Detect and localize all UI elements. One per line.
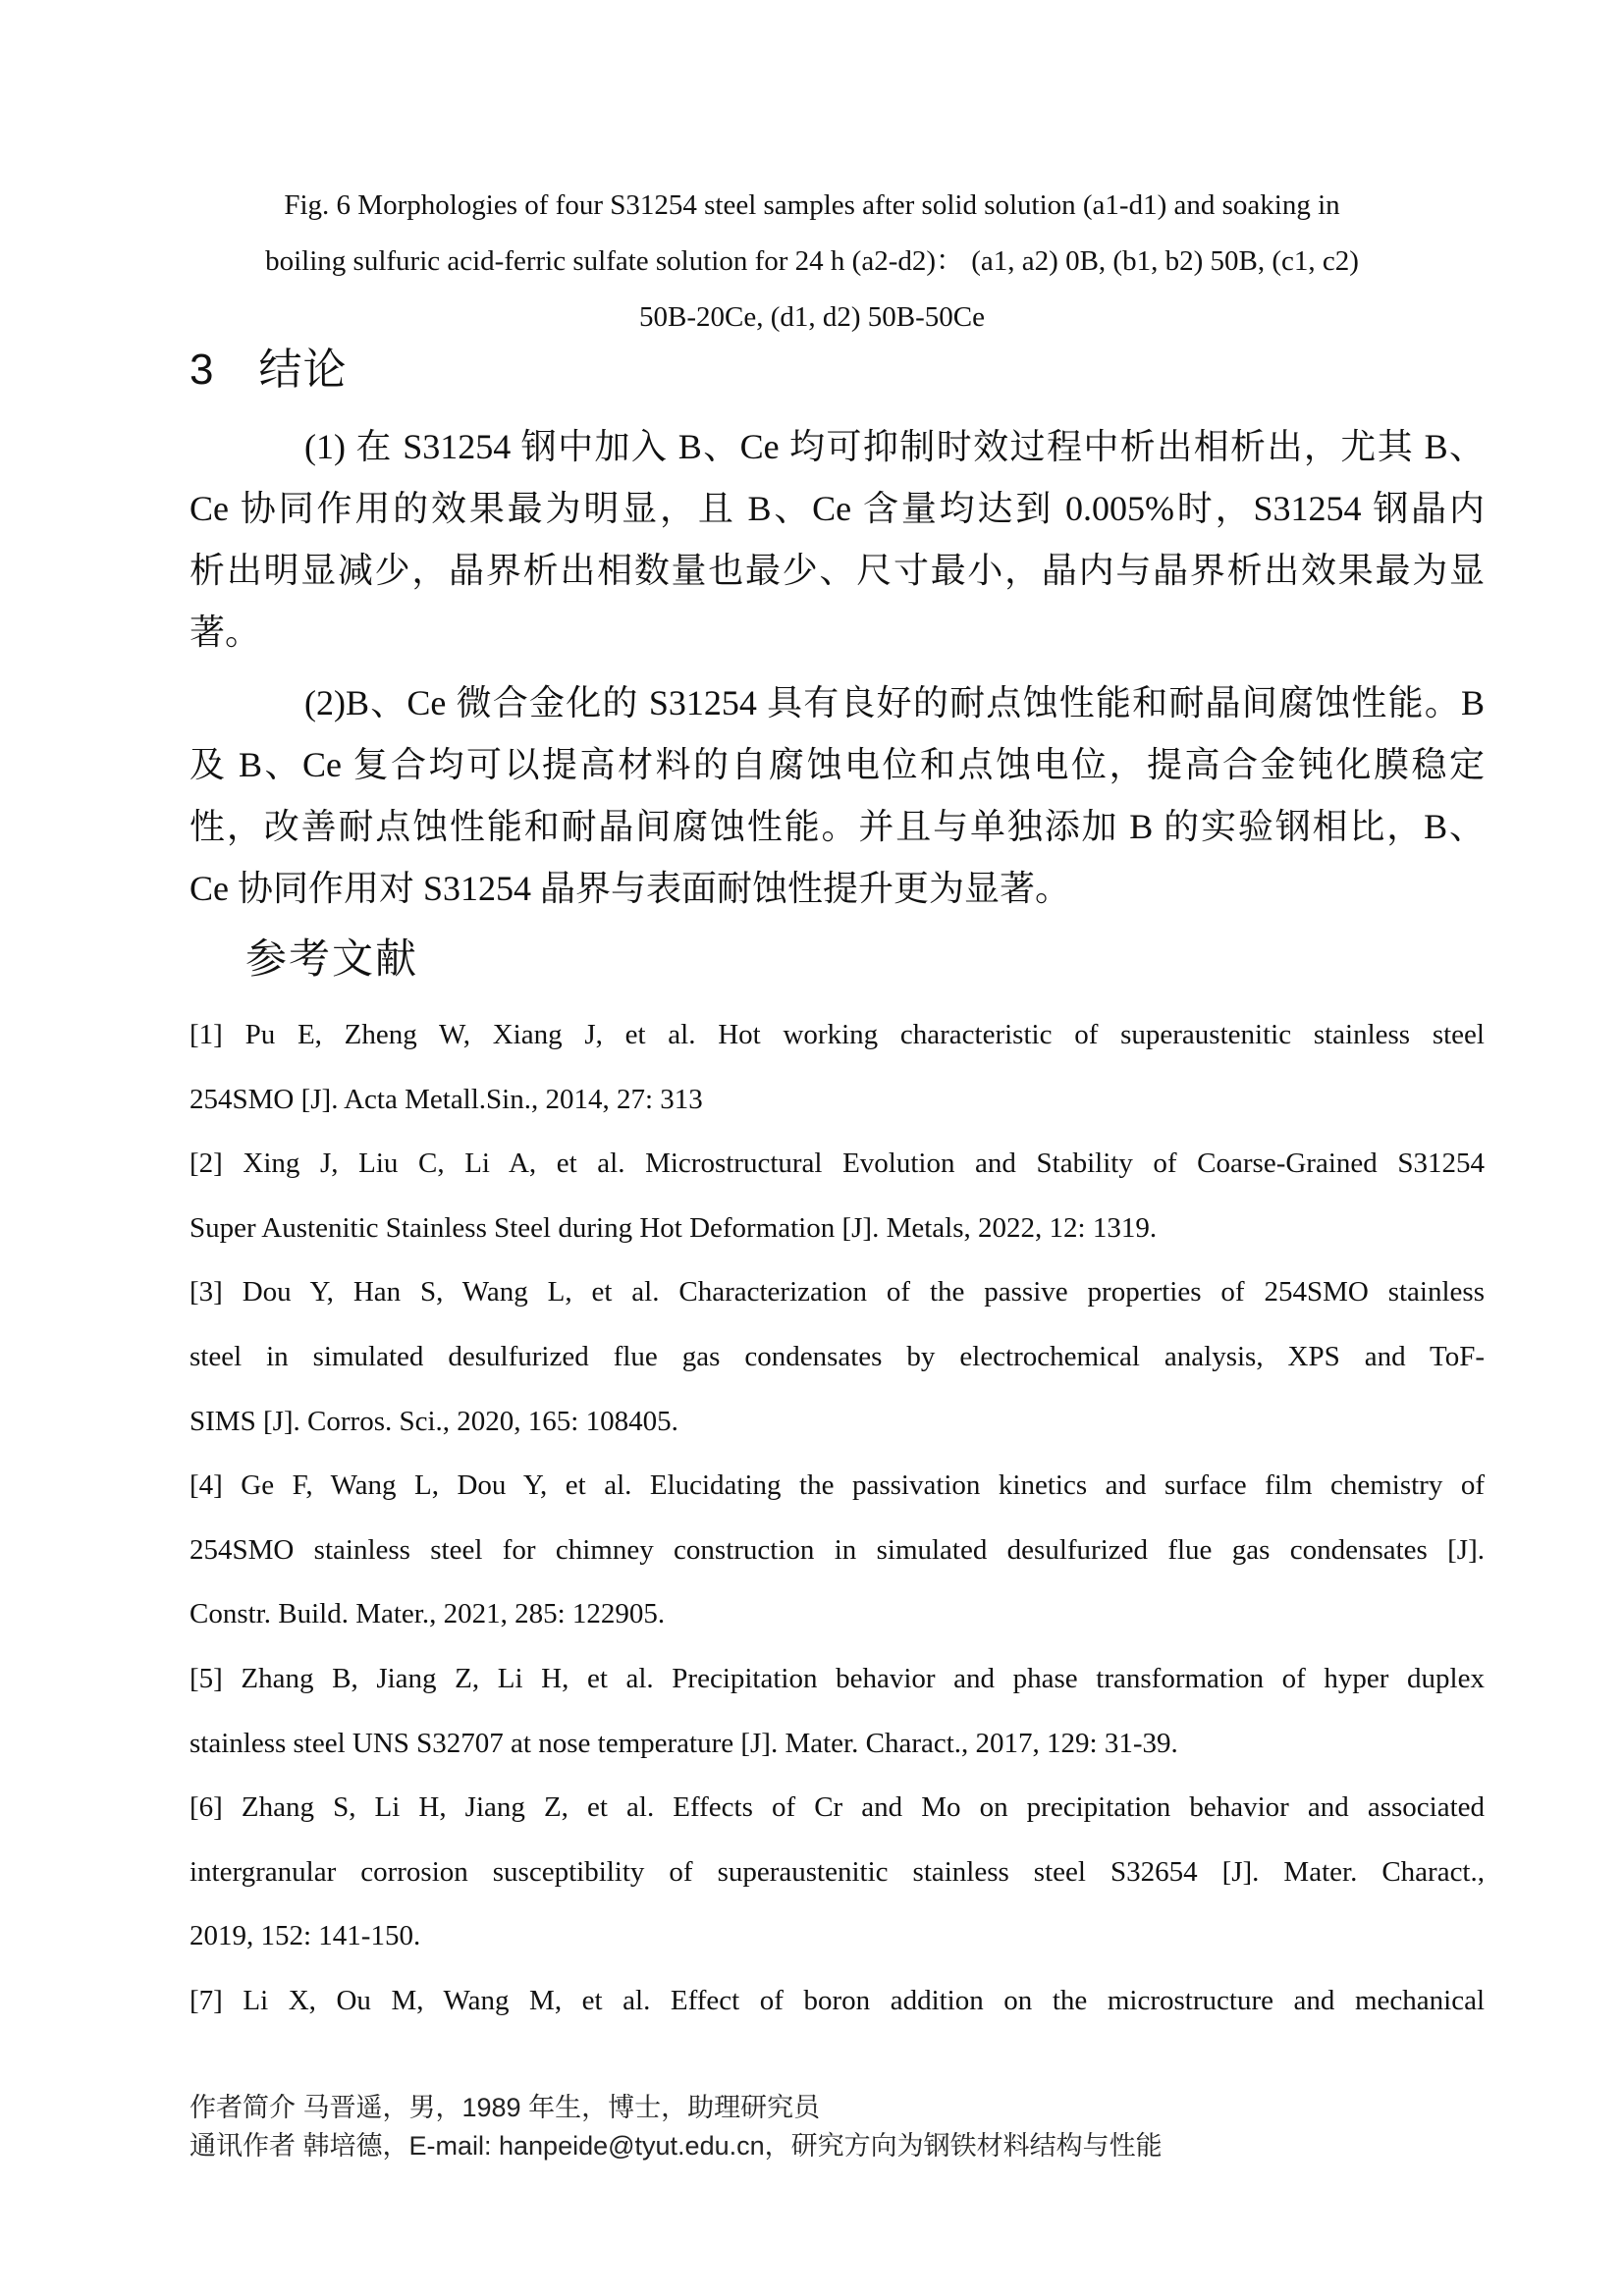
footnote-line: 通讯作者 韩培德，E-mail: hanpeide@tyut.edu.cn，研究方向为钢铁材料结构与性能 bbox=[189, 2130, 1163, 2161]
figure-caption-line: 50B-20Ce, (d1, d2) 50B-50Ce bbox=[639, 301, 985, 333]
reference-line: [5] Zhang B, Jiang Z, Li H, et al. Precipitation behavior and phase transformation of hyper duplex bbox=[189, 1662, 1485, 1694]
reference-item bbox=[189, 1969, 1485, 2034]
reference-line: 254SMO [J]. Acta Metall.Sin., 2014, 27: 313 bbox=[189, 1083, 703, 1115]
reference-item bbox=[189, 1132, 1485, 1260]
reference-line: [1] Pu E, Zheng W, Xiang J, et al. Hot working characteristic of superaustenitic stainless steel bbox=[189, 1019, 1485, 1050]
paragraph-line: 析出明显减少，晶界析出相数量也最少、尺寸最小，晶内与晶界析出效果最为显 bbox=[189, 551, 1485, 590]
conclusion-paragraph bbox=[189, 416, 1485, 664]
reference-line: [3] Dou Y, Han S, Wang L, et al. Characterization of the passive properties of 254SMO stainless bbox=[189, 1276, 1485, 1308]
section-heading-conclusion: 3 结论 bbox=[189, 346, 348, 394]
reference-item bbox=[189, 1776, 1485, 1969]
conclusion-paragraphs bbox=[189, 416, 1485, 929]
reference-item bbox=[189, 1454, 1485, 1647]
paragraph-line: (1) 在 S31254 钢中加入 B、Ce 均可抑制时效过程中析出相析出，尤其 B、 bbox=[304, 427, 1485, 466]
reference-line: [6] Zhang S, Li H, Jiang Z, et al. Effects of Cr and Mo on precipitation behavior and associated bbox=[189, 1791, 1485, 1824]
paragraph-line: 及 B、Ce 复合均可以提高材料的自腐蚀电位和点蚀电位，提高合金钝化膜稳定 bbox=[189, 745, 1485, 784]
reference-item bbox=[189, 1647, 1485, 1776]
reference-line: 254SMO stainless steel for chimney construction in simulated desulfurized flue gas condensates [J]. bbox=[189, 1533, 1485, 1566]
reference-line: [7] Li X, Ou M, Wang M, et al. Effect of boron addition on the microstructure and mechanical bbox=[189, 1984, 1485, 2016]
paragraph-line: Ce 协同作用的效果最为明显，且 B、Ce 含量均达到 0.005%时，S31254 钢晶内 bbox=[189, 489, 1485, 528]
reference-line: Constr. Build. Mater., 2021, 285: 122905. bbox=[189, 1598, 666, 1630]
figure-caption-line: Fig. 6 Morphologies of four S31254 steel samples after solid solution (a1-d1) and soaking in bbox=[284, 189, 1340, 221]
figure-caption-line: boiling sulfuric acid-ferric sulfate solution for 24 h (a2-d2)： (a1, a2) 0B, (b1, b2) 50B, (c1, c2) bbox=[265, 245, 1359, 277]
figure-caption bbox=[164, 178, 1460, 346]
reference-list bbox=[189, 1003, 1485, 2034]
conclusion-paragraph bbox=[189, 672, 1485, 920]
paragraph-line: 著。 bbox=[189, 613, 261, 652]
reference-line: [2] Xing J, Liu C, Li A, et al. Microstructural Evolution and Stability of Coarse-Grained S31254 bbox=[189, 1148, 1485, 1180]
page-footnote bbox=[189, 2089, 1485, 2164]
reference-item bbox=[189, 1003, 1485, 1132]
reference-line: SIMS [J]. Corros. Sci., 2020, 165: 108405. bbox=[189, 1405, 678, 1437]
reference-line: 2019, 152: 141-150. bbox=[189, 1920, 421, 1952]
paragraph-line: (2)B、Ce 微合金化的 S31254 具有良好的耐点蚀性能和耐晶间腐蚀性能。B bbox=[304, 683, 1485, 722]
paragraph-line: 性，改善耐点蚀性能和耐晶间腐蚀性能。并且与单独添加 B 的实验钢相比，B、 bbox=[189, 807, 1485, 846]
reference-line: [4] Ge F, Wang L, Dou Y, et al. Elucidating the passivation kinetics and surface film chemistry of bbox=[189, 1469, 1485, 1502]
reference-item bbox=[189, 1260, 1485, 1454]
footnote-line: 作者简介 马晋遥，男，1989 年生，博士，助理研究员 bbox=[189, 2093, 821, 2122]
section-heading-references: 参考文献 bbox=[245, 935, 419, 982]
reference-line: intergranular corrosion susceptibility of superaustenitic stainless steel S32654 [J]. Mater. Charact., bbox=[189, 1855, 1485, 1888]
reference-line: Super Austenitic Stainless Steel during Hot Deformation [J]. Metals, 2022, 12: 1319. bbox=[189, 1211, 1158, 1244]
reference-line: steel in simulated desulfurized flue gas condensates by electrochemical analysis, XPS and ToF- bbox=[189, 1340, 1485, 1372]
reference-line: stainless steel UNS S32707 at nose temperature [J]. Mater. Charact., 2017, 129: 31-39. bbox=[189, 1727, 1178, 1759]
paragraph-line: Ce 协同作用对 S31254 晶界与表面耐蚀性提升更为显著。 bbox=[189, 869, 1071, 908]
